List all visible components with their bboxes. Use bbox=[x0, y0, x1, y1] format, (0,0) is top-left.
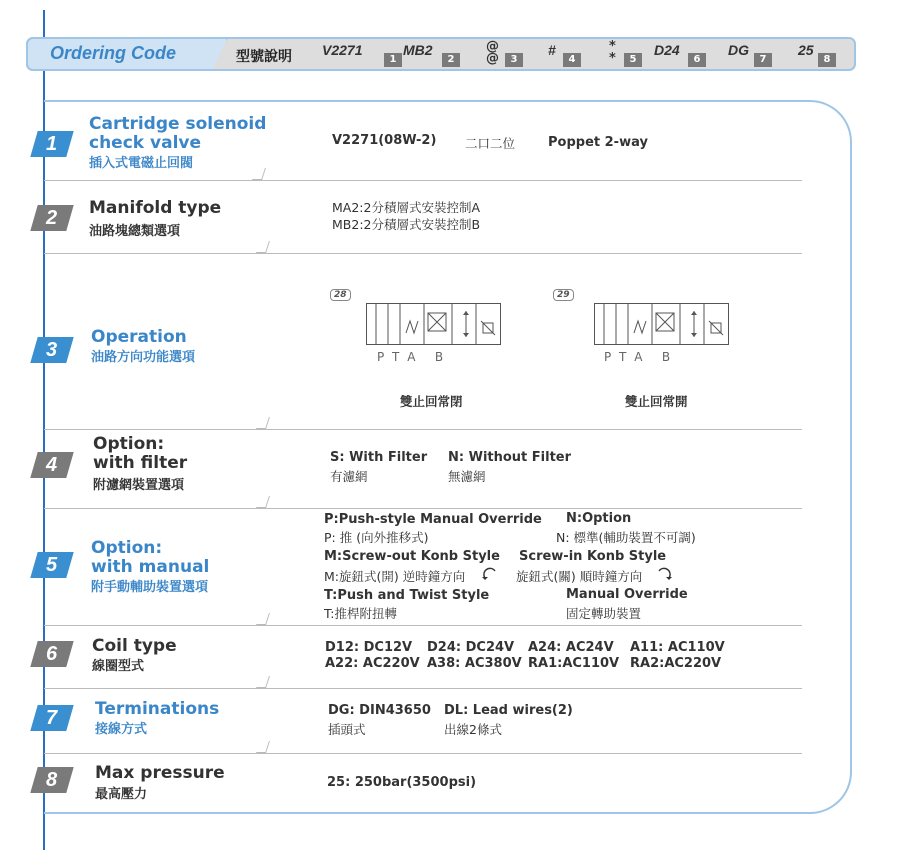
symbol-28-ports: P T A B bbox=[377, 350, 446, 364]
section-5-title: Option: with manual bbox=[91, 538, 210, 577]
counterclockwise-arrow-icon bbox=[482, 566, 498, 580]
clockwise-arrow-icon bbox=[656, 566, 672, 580]
code-segment-6: D24 bbox=[654, 42, 680, 58]
termination-dl-zh: 出線2條式 bbox=[444, 722, 502, 737]
code-number-1: 1 bbox=[384, 53, 402, 67]
symbol-tag-29: 29 bbox=[553, 289, 574, 301]
filter-s-en: S: With Filter bbox=[330, 450, 428, 465]
section-1-title: Cartridge solenoid check valve bbox=[89, 114, 267, 153]
manifold-mb2: MB2:2分積層式安裝控制B bbox=[332, 217, 481, 232]
section-badge-7: 7 bbox=[30, 705, 73, 731]
section-2-title-zh: 油路塊總類選項 bbox=[89, 224, 181, 239]
code-number-4: 4 bbox=[563, 53, 581, 67]
code-number-5: 5 bbox=[624, 53, 642, 67]
section-7-title: Terminations bbox=[95, 699, 220, 719]
section-8-title-zh: 最高壓力 bbox=[95, 787, 148, 802]
section-badge-1: 1 bbox=[30, 131, 73, 157]
coil-option: A22: AC220V bbox=[325, 656, 420, 671]
code-segment-3: @ @ bbox=[486, 39, 499, 66]
coil-option: RA1:AC110V bbox=[528, 656, 620, 671]
symbol-28-caption: 雙止回常閉 bbox=[400, 394, 463, 409]
section-7-title-zh: 接線方式 bbox=[95, 722, 148, 737]
max-pressure-value: 25: 250bar(3500psi) bbox=[327, 775, 477, 790]
section-2-title: Manifold type bbox=[89, 198, 222, 218]
section-3-title: Operation bbox=[91, 327, 187, 347]
termination-dl-en: DL: Lead wires(2) bbox=[444, 703, 573, 718]
code-number-7: 7 bbox=[754, 53, 772, 67]
section-1-title-zh: 插入式電磁止回閥 bbox=[89, 156, 194, 171]
code-number-6: 6 bbox=[688, 53, 706, 67]
code-segment-4: # bbox=[548, 42, 556, 58]
section-badge-8: 8 bbox=[30, 767, 73, 793]
code-segment-1: V2271 bbox=[322, 42, 363, 58]
manifold-ma2: MA2:2分積層式安裝控制A bbox=[332, 200, 481, 215]
manual-m-zh: M:旋鈕式(開) 逆時鐘方向 bbox=[324, 569, 466, 584]
section-badge-5: 5 bbox=[30, 552, 73, 578]
symbol-tag-28: 28 bbox=[330, 289, 351, 301]
termination-dg-zh: 插頭式 bbox=[328, 722, 366, 737]
coil-option: D24: DC24V bbox=[427, 640, 515, 655]
section-6-title-zh: 線圈型式 bbox=[92, 659, 145, 674]
manual-t-zh: T:推桿附扭轉 bbox=[324, 606, 397, 621]
valve-type-zh: 二口二位 bbox=[465, 136, 516, 151]
coil-option: RA2:AC220V bbox=[630, 656, 722, 671]
section-badge-2: 2 bbox=[30, 205, 73, 231]
valve-type-en: Poppet 2-way bbox=[548, 135, 648, 150]
section-8-title: Max pressure bbox=[95, 763, 225, 783]
row-divider bbox=[44, 688, 802, 689]
ordering-code-description: 型號說明 bbox=[236, 49, 292, 65]
row-divider bbox=[44, 253, 802, 254]
row-divider bbox=[44, 508, 802, 509]
filter-n-zh: 無濾網 bbox=[448, 469, 486, 484]
manual-t-en: T:Push and Twist Style bbox=[324, 588, 490, 603]
section-3-title-zh: 油路方向功能選項 bbox=[91, 350, 196, 365]
section-badge-3: 3 bbox=[30, 337, 73, 363]
section-4-title-zh: 附濾網裝置選項 bbox=[93, 478, 185, 493]
manual-p-en: P:Push-style Manual Override bbox=[324, 512, 542, 527]
code-segment-2: MB2 bbox=[403, 42, 433, 58]
coil-option: A24: AC24V bbox=[528, 640, 614, 655]
manual-n-en: N:Option bbox=[566, 511, 632, 526]
code-number-8: 8 bbox=[818, 53, 836, 67]
manual-override-en: Manual Override bbox=[566, 587, 688, 602]
termination-dg-en: DG: DIN43650 bbox=[328, 703, 431, 718]
row-divider bbox=[44, 429, 802, 430]
code-segment-8: 25 bbox=[798, 42, 814, 58]
filter-n-en: N: Without Filter bbox=[448, 450, 572, 465]
manual-p-zh: P: 推 (向外推移式) bbox=[324, 530, 429, 545]
row-divider bbox=[44, 753, 802, 754]
manual-m-en: M:Screw-out Konb Style bbox=[324, 549, 500, 564]
manual-screwin-zh: 旋鈕式(關) 順時鐘方向 bbox=[516, 569, 643, 584]
section-6-title: Coil type bbox=[92, 636, 177, 656]
section-badge-4: 4 bbox=[30, 452, 73, 478]
coil-option: D12: DC12V bbox=[325, 640, 413, 655]
code-number-2: 2 bbox=[442, 53, 460, 67]
manual-override-zh: 固定轉助裝置 bbox=[566, 606, 642, 621]
section-badge-6: 6 bbox=[30, 641, 73, 667]
ordering-code-title: Ordering Code bbox=[50, 43, 177, 63]
row-divider bbox=[44, 625, 802, 626]
section-5-title-zh: 附手動輔助裝置選項 bbox=[91, 580, 209, 595]
code-number-3: 3 bbox=[505, 53, 523, 67]
symbol-29-caption: 雙止回常開 bbox=[625, 394, 688, 409]
section-4-title: Option: with filter bbox=[93, 434, 188, 473]
symbol-29-ports: P T A B bbox=[604, 350, 673, 364]
manual-n-zh: N: 標準(輔助裝置不可調) bbox=[556, 530, 696, 545]
code-segment-5: * * bbox=[609, 39, 616, 66]
coil-option: A11: AC110V bbox=[630, 640, 725, 655]
manual-screwin-en: Screw-in Konb Style bbox=[519, 549, 667, 564]
coil-option: A38: AC380V bbox=[427, 656, 522, 671]
valve-model: V2271(08W-2) bbox=[332, 133, 437, 148]
filter-s-zh: 有濾網 bbox=[330, 469, 368, 484]
code-segment-7: DG bbox=[728, 42, 749, 58]
row-divider bbox=[44, 180, 802, 181]
